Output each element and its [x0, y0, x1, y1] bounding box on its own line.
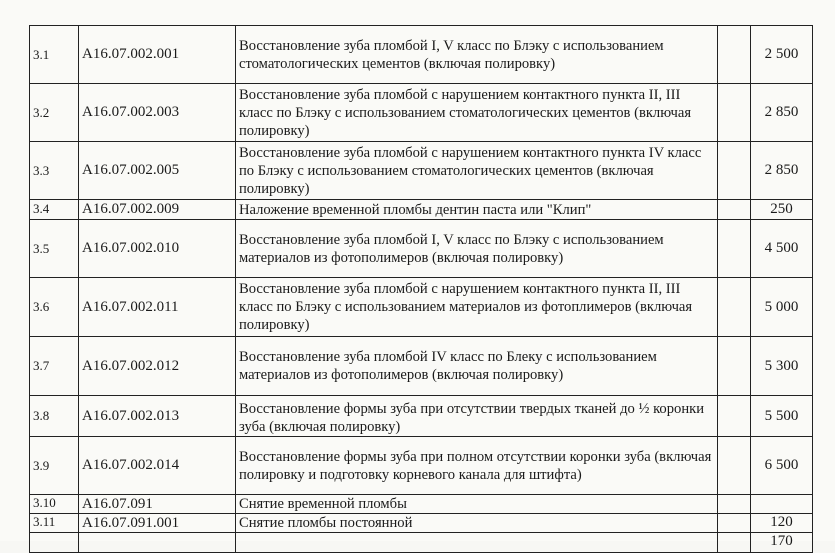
row-number: 3.4 [30, 200, 79, 220]
row-number: 3.5 [30, 220, 79, 278]
service-name: Восстановление зуба пломбой с нарушением контактного пункта II, III класс по Блэку с использованием стоматологических цементов (включая полировку) [236, 84, 718, 142]
service-price: 250 [751, 200, 813, 220]
row-number: 3.1 [30, 26, 79, 84]
table-row [30, 337, 813, 396]
empty-cell [718, 337, 751, 396]
service-code: A16.07.091.001 [79, 514, 236, 533]
empty-cell [718, 84, 751, 142]
table-row [30, 220, 813, 278]
table-row [30, 278, 813, 337]
row-number: 3.3 [30, 142, 79, 200]
empty-cell [718, 220, 751, 278]
row-number: 3.2 [30, 84, 79, 142]
service-name: Снятие пломбы постоянной [236, 514, 718, 533]
empty-cell [718, 437, 751, 495]
row-number: 3.10 [30, 495, 79, 514]
table-row [30, 200, 813, 220]
empty-cell [236, 533, 718, 553]
service-code: A16.07.002.009 [79, 200, 236, 220]
service-price: 5 500 [751, 396, 813, 437]
service-price: 5 000 [751, 278, 813, 337]
empty-cell [718, 396, 751, 437]
row-number: 3.6 [30, 278, 79, 337]
table-row [30, 142, 813, 200]
empty-cell [718, 200, 751, 220]
empty-cell [718, 514, 751, 533]
service-name: Снятие временной пломбы [236, 495, 718, 514]
service-code: A16.07.002.010 [79, 220, 236, 278]
service-code: A16.07.002.003 [79, 84, 236, 142]
table-row [30, 533, 813, 553]
service-code: A16.07.002.014 [79, 437, 236, 495]
service-code: A16.07.002.011 [79, 278, 236, 337]
empty-cell [79, 533, 236, 553]
service-price: 120 [751, 514, 813, 533]
service-code: A16.07.091 [79, 495, 236, 514]
service-name: Восстановление зуба пломбой I, V класс по Блэку с использованием стоматологических цементов (включая полировку) [236, 26, 718, 84]
empty-cell [718, 533, 751, 553]
service-price: 2 500 [751, 26, 813, 84]
row-number: 3.7 [30, 337, 79, 396]
row-number: 3.11 [30, 514, 79, 533]
service-name: Наложение временной пломбы дентин паста или "Клип" [236, 200, 718, 220]
empty-cell [718, 495, 751, 514]
service-price: 2 850 [751, 142, 813, 200]
service-price: 6 500 [751, 437, 813, 495]
service-name: Восстановление зуба пломбой I, V класс по Блэку с использованием материалов из фотополимеров (включая полировку) [236, 220, 718, 278]
service-name: Восстановление зуба пломбой с нарушением контактного пункта II, III класс по Блэку с использованием материалов из фотоплимеров (включая полировку) [236, 278, 718, 337]
empty-cell [718, 278, 751, 337]
service-price: 170 [751, 533, 813, 553]
service-name: Восстановление формы зуба при полном отсутствии коронки зуба (включая полировку и подготовку корневого канала для штифта) [236, 437, 718, 495]
service-price: 2 850 [751, 84, 813, 142]
service-name: Восстановление зуба пломбой с нарушением контактного пункта IV класс по Блэку с использованием стоматологических цементов (включая полировку) [236, 142, 718, 200]
empty-cell [30, 533, 79, 553]
table-row [30, 396, 813, 437]
service-code: A16.07.002.001 [79, 26, 236, 84]
table-row [30, 437, 813, 495]
row-number: 3.8 [30, 396, 79, 437]
table-row [30, 26, 813, 84]
row-number: 3.9 [30, 437, 79, 495]
service-price: 5 300 [751, 337, 813, 396]
table-row [30, 84, 813, 142]
empty-cell [718, 142, 751, 200]
table-row [30, 495, 813, 514]
price-table [29, 25, 813, 553]
service-name: Восстановление формы зуба при отсутствии твердых тканей до ½ коронки зуба (включая полировку) [236, 396, 718, 437]
empty-cell [718, 26, 751, 84]
service-code: A16.07.002.005 [79, 142, 236, 200]
service-price: 4 500 [751, 220, 813, 278]
service-price [751, 495, 813, 514]
table-row [30, 514, 813, 533]
service-name: Восстановление зуба пломбой IV класс по Блеку с использованием материалов из фотополимеров (включая полировку) [236, 337, 718, 396]
service-code: A16.07.002.012 [79, 337, 236, 396]
service-code: A16.07.002.013 [79, 396, 236, 437]
